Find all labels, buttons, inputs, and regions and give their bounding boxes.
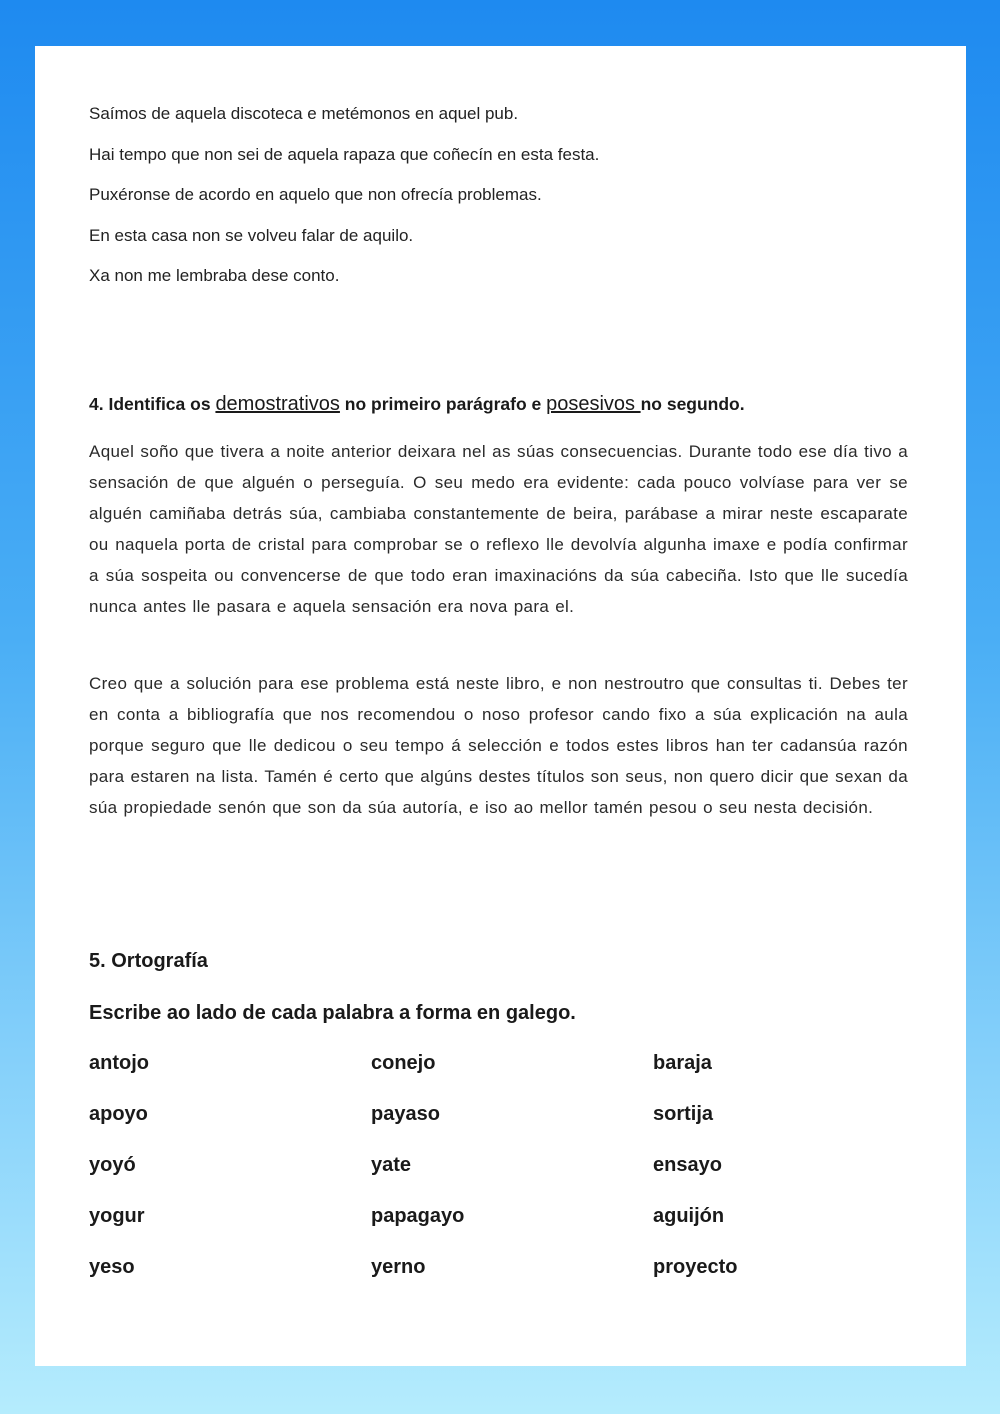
word-item: proyecto (653, 1256, 738, 1278)
word-item: yate (371, 1154, 412, 1176)
paragraph-2: Creo que a solución para ese problema está neste libro, e non nestroutro que consultas ti. Debes ter en conta a bibliografía que nos recomendou o noso profesor cando fixo a súa explicación na aula porque seguro que lle dedicou o seu tempo á selección e todos estes libros han ter cadansúa razón para estaren na lista. Tamén é certo que algúns destes títulos son seus, non quero dicir que sexan da súa propiedade senón que son da súa autoría, e iso ao mellor tamén pesou o seu nesta decisión. (89, 674, 908, 817)
word-item: yogur (89, 1205, 145, 1227)
sentence: Hai tempo que non sei de aquela rapaza que coñecín en esta festa. (89, 144, 600, 164)
word-item: apoyo (89, 1103, 148, 1125)
word-item: ensayo (653, 1154, 722, 1176)
q4-heading-part3: no segundo. (640, 394, 745, 414)
sentence: Puxéronse de acordo en aquelo que non ofrecía problemas. (89, 185, 542, 204)
word-row (89, 1154, 889, 1205)
word-grid (89, 1052, 889, 1307)
q4-heading-part1: 4. Identifica os (89, 394, 216, 414)
word-item: payaso (371, 1103, 440, 1125)
q4-heading-part2: no primeiro parágrafo e (339, 394, 547, 414)
word-item: aguijón (653, 1205, 725, 1227)
demostrativos-term: demostrativos (215, 393, 340, 415)
word-item: antojo (89, 1052, 149, 1074)
word-item: sortija (653, 1103, 714, 1125)
posesivos-term: posesivos (546, 393, 641, 415)
word-item: baraja (653, 1052, 712, 1074)
paragraph-1: Aquel soño que tivera a noite anterior deixara nel as súas consecuencias. Durante todo ese día tivo a sensación de que alguén o perseguía. O seu medo era evidente: cada pouco volvíase para ver se alguén camiñaba detrás súa, cambiaba constantemente de beira, parábase a mirar neste escaparate ou naquela porta de cristal para comprobar se o reflexo lle devolvía algunha imaxe e podía confirmar a súa sospeita ou convencerse de que todo eran imaxinacións da súa cabeciña. Isto que lle sucedía nunca antes lle pasara e aquela sensación era nova para el. (89, 442, 908, 616)
word-item: yoyó (89, 1154, 136, 1176)
sentence: Saímos de aquela discoteca e metémonos en aquel pub. (89, 104, 519, 123)
question-5-heading: 5. Ortografía (89, 950, 208, 972)
word-row (89, 1256, 889, 1307)
word-item: yerno (371, 1256, 426, 1278)
word-row (89, 1205, 889, 1256)
question-5-instruction: Escribe ao lado de cada palabra a forma en galego. (89, 1002, 576, 1024)
word-item: conejo (371, 1052, 436, 1074)
word-row (89, 1103, 889, 1154)
sentence: En esta casa non se volveu falar de aquilo. (89, 225, 414, 245)
sentence-list (89, 102, 908, 305)
word-row (89, 1052, 889, 1103)
question-4-heading (89, 393, 908, 416)
word-item: yeso (89, 1256, 135, 1278)
word-item: papagayo (371, 1205, 465, 1227)
sentence: Xa non me lembraba dese conto. (89, 266, 340, 285)
worksheet-page (35, 46, 966, 1366)
